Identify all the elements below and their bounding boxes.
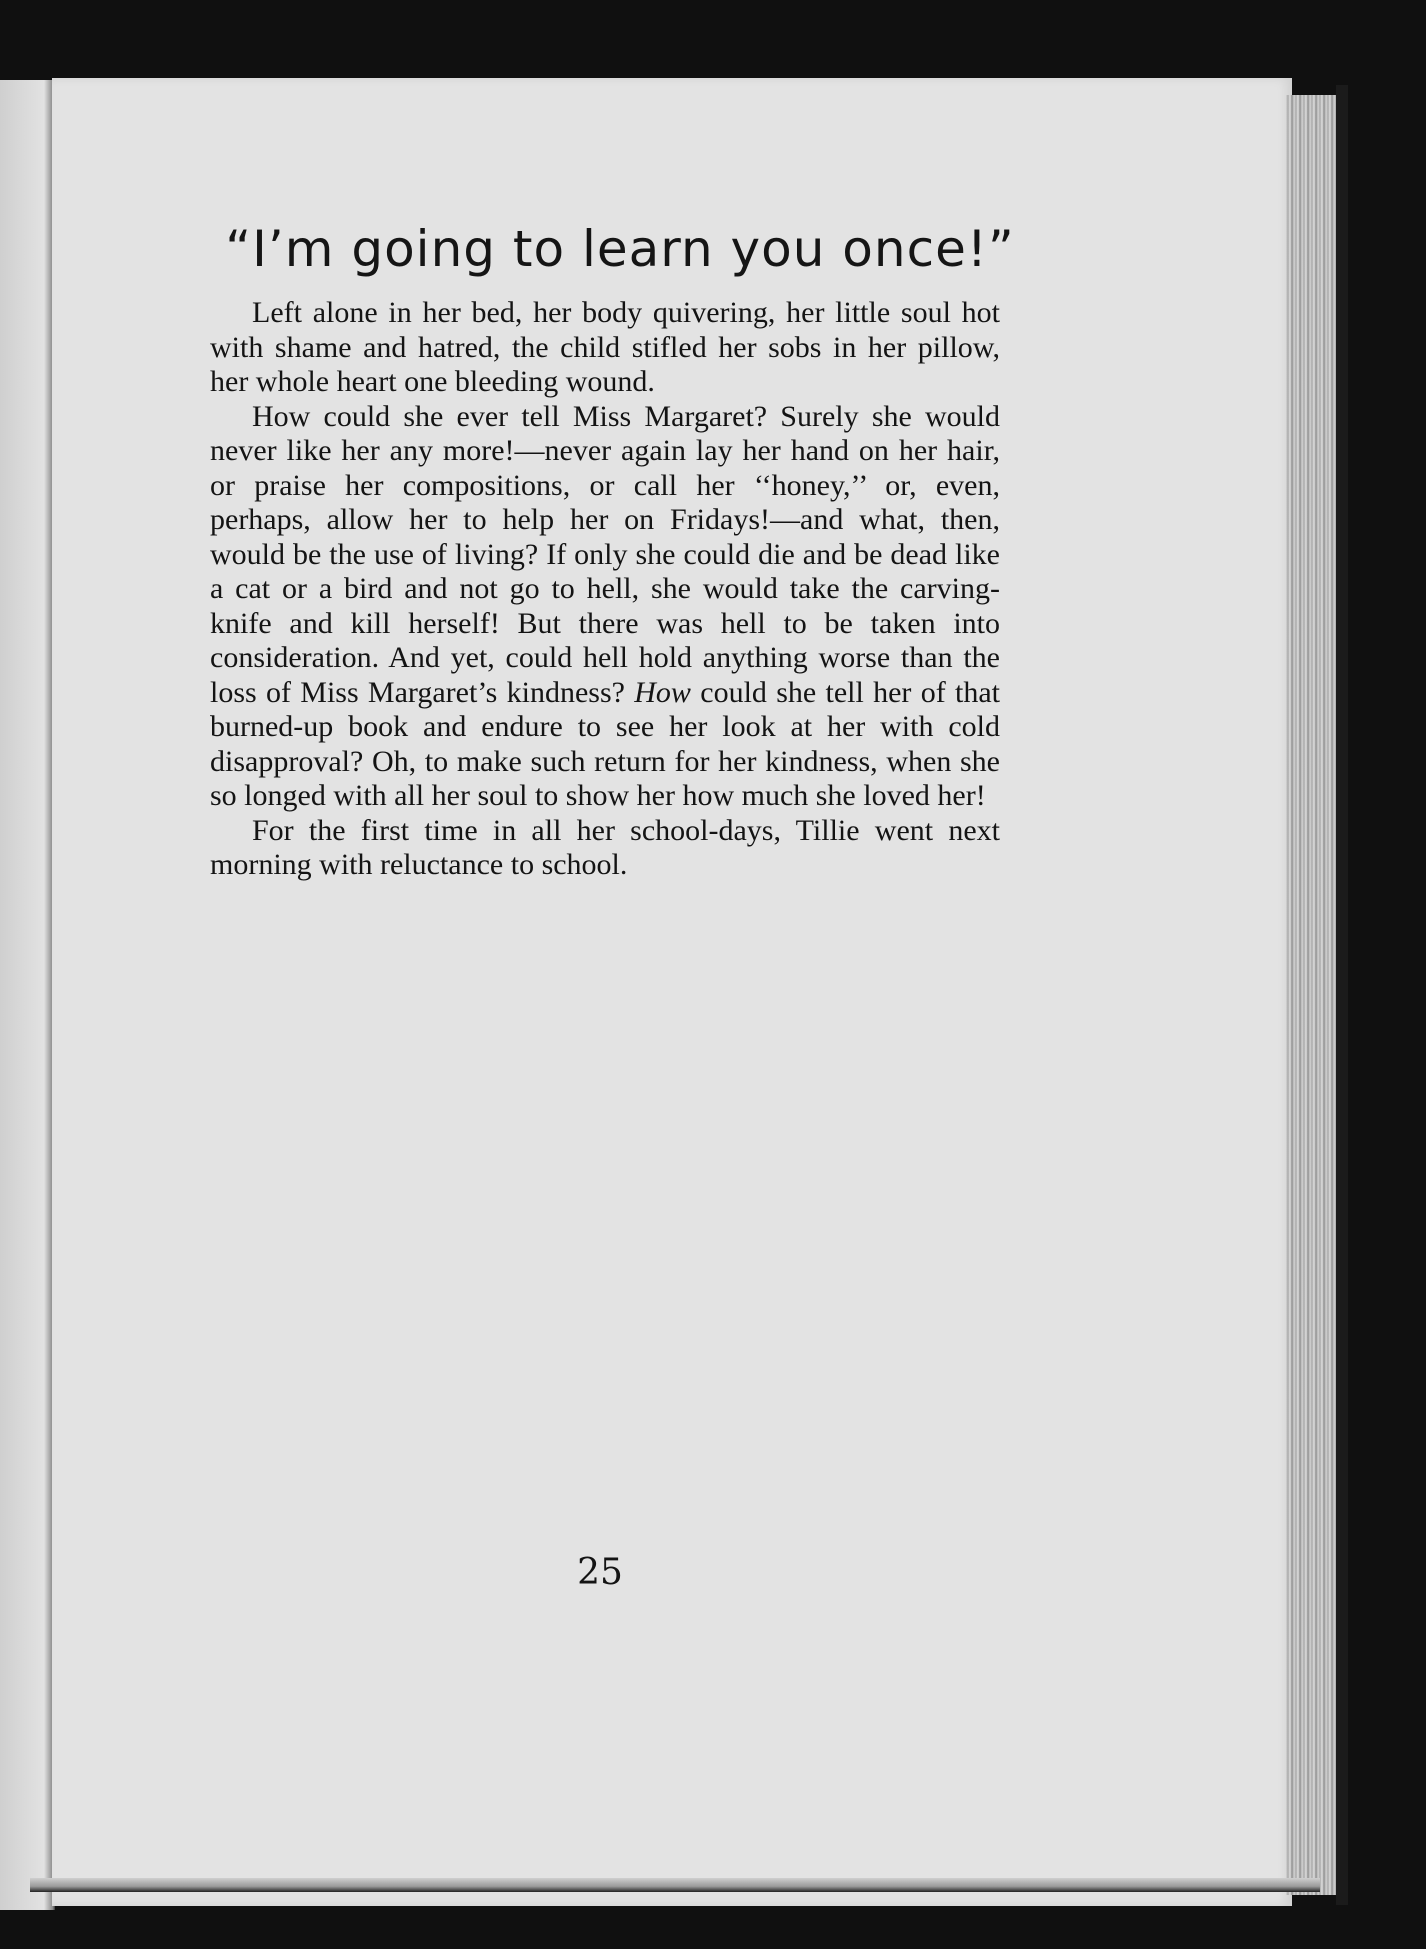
italic-word: How xyxy=(634,675,691,709)
running-head: “I’m going to learn you once!” xyxy=(225,220,1015,278)
page-bottom-edge xyxy=(30,1878,1320,1892)
body-text xyxy=(210,296,1000,883)
page-number: 25 xyxy=(577,1552,623,1593)
paragraph-text: How could she ever tell Miss Margaret? Surely she would never like her any more!—never again lay her hand on her hair, or praise her compositions, or call her ‘‘honey,’’ or, even, perhaps, allow her to help her on Fridays!—and what, then, would be the use of living? If only she could die and be dead like a cat or a bird and not go to hell, she would take the carving-knife and kill herself! But there was hell to be taken into consideration. And yet, could hell hold anything worse than the loss of Miss Margaret’s kindness? xyxy=(210,399,1000,709)
paragraph: For the first time in all her school-days, Tillie went next morning with reluctance to school. xyxy=(210,813,1000,881)
left-page-edge xyxy=(0,80,55,1910)
book-cover-edge xyxy=(1336,85,1348,1905)
paragraph: Left alone in her bed, her body quivering, her little soul hot with shame and hatred, the child stifled her sobs in her pillow, her whole heart one bleeding wound. xyxy=(210,296,1000,398)
paragraph-text: could she tell her of that burned-up book and endure to see her look at her with cold disapproval? Oh, to make such return for her kindness, when she so longed with all her soul to show her how much she loved her! xyxy=(210,675,1000,812)
paragraph xyxy=(210,400,1000,814)
